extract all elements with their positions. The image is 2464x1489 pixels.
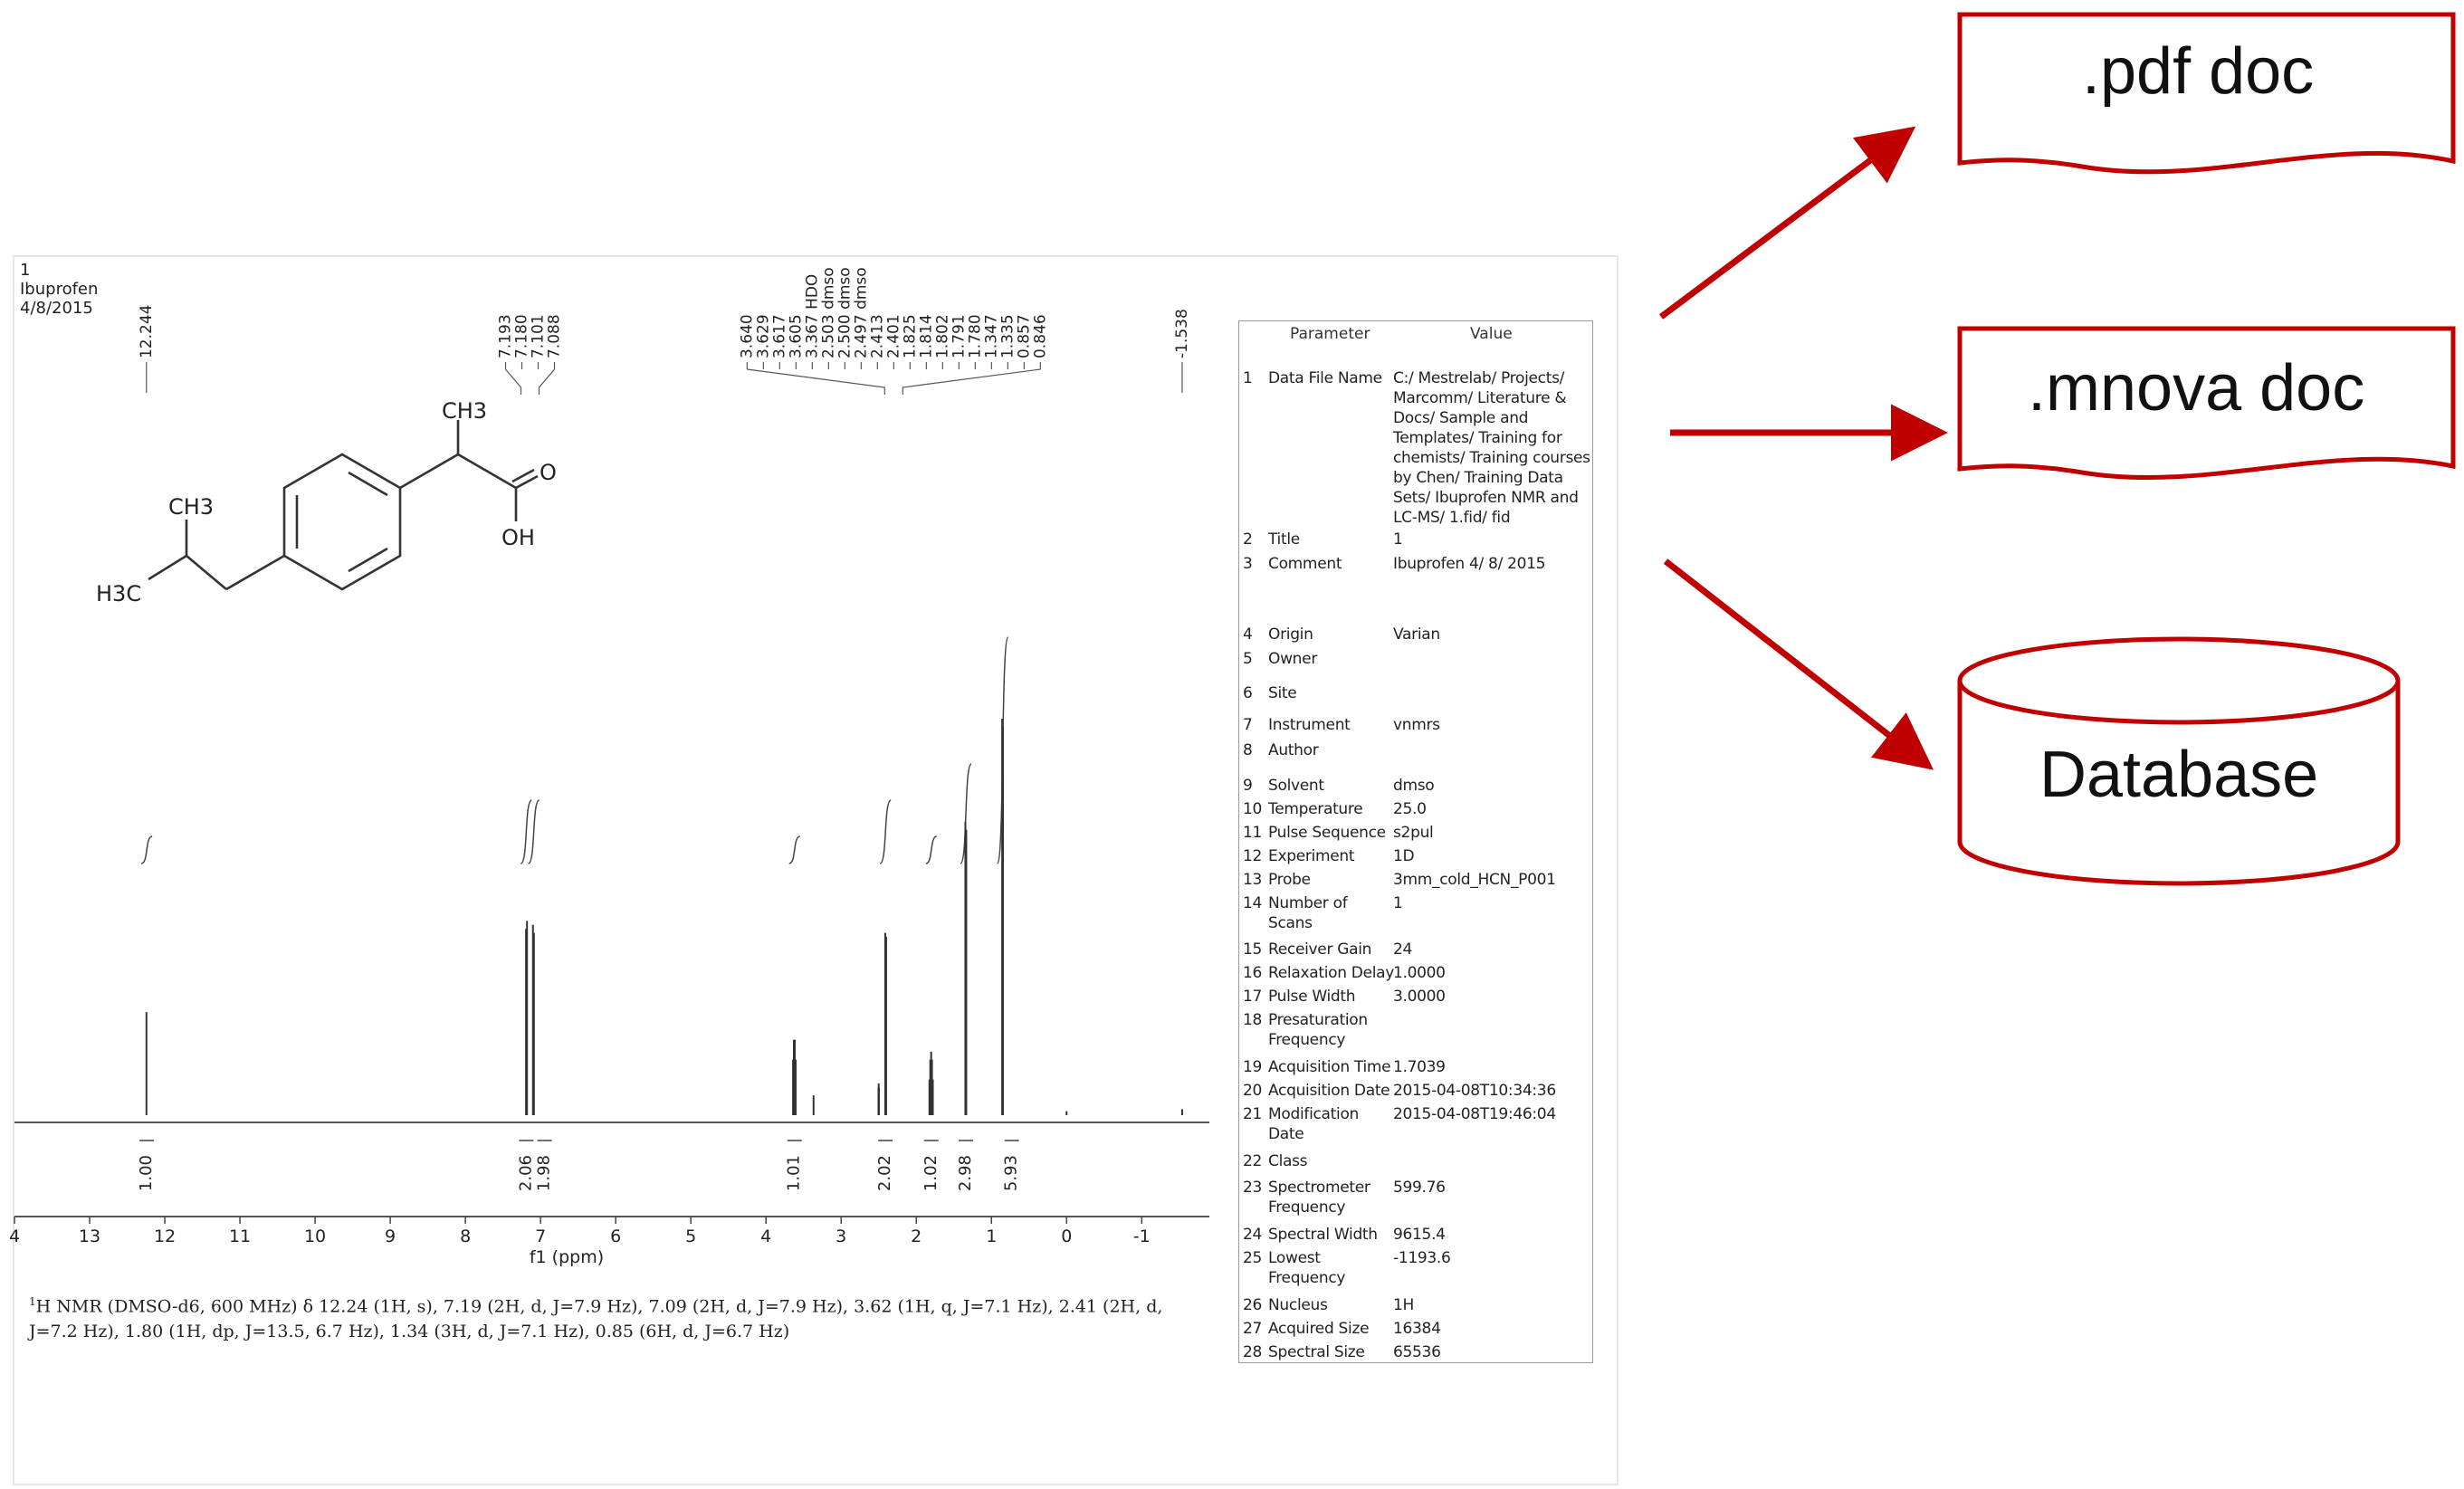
param-row-key: Acquisition Time bbox=[1268, 1058, 1391, 1076]
x-tick-label: 10 bbox=[303, 1227, 327, 1246]
peak-label: 7.101 bbox=[529, 314, 548, 358]
peak-label: 1.791 bbox=[950, 314, 969, 358]
integral-value: 1.98 bbox=[534, 1155, 554, 1192]
peak-label: 7.180 bbox=[512, 314, 531, 358]
param-row-key: Relaxation Delay bbox=[1268, 964, 1395, 982]
integral-value: 1.01 bbox=[784, 1155, 804, 1192]
param-row-key: Pulse Width bbox=[1268, 988, 1356, 1006]
x-tick-label: 5 bbox=[685, 1227, 697, 1246]
peak-label: 3.367 HDO bbox=[803, 273, 822, 358]
param-row-key: Comment bbox=[1268, 555, 1342, 573]
param-row-key: Spectral Width bbox=[1268, 1226, 1378, 1244]
param-row-number: 28 bbox=[1243, 1343, 1263, 1361]
param-row-number: 1 bbox=[1243, 369, 1253, 387]
param-row-key: Solvent bbox=[1268, 777, 1324, 795]
param-row-key: Owner bbox=[1268, 650, 1318, 668]
param-row-key: Nucleus bbox=[1268, 1296, 1328, 1314]
param-row-number: 7 bbox=[1243, 716, 1253, 734]
param-column-header: Parameter bbox=[1290, 325, 1370, 343]
param-row-number: 15 bbox=[1243, 940, 1263, 959]
param-row-key: Presaturation Frequency bbox=[1268, 1011, 1368, 1049]
x-tick-label: 13 bbox=[78, 1227, 101, 1246]
param-row-number: 3 bbox=[1243, 555, 1253, 573]
param-row-number: 6 bbox=[1243, 684, 1253, 702]
param-row-number: 16 bbox=[1243, 964, 1263, 982]
param-row-key: Instrument bbox=[1268, 716, 1351, 734]
header-line-2: Ibuprofen bbox=[20, 280, 99, 299]
param-row-value: 599.76 bbox=[1393, 1179, 1446, 1197]
header-line-3: 4/8/2015 bbox=[20, 299, 93, 318]
param-row-value: 2015-04-08T10:34:36 bbox=[1393, 1082, 1556, 1100]
integral-value: 5.93 bbox=[1001, 1155, 1021, 1192]
param-row-key: Lowest Frequency bbox=[1268, 1249, 1346, 1287]
param-row-key: Title bbox=[1268, 530, 1300, 549]
param-row-value: C:/ Mestrelab/ Projects/ Marcomm/ Literature & Docs/ Sample and Templates/ Training for chemists/ Training courses by Chen/ Training Data Sets/ Ibuprofen NMR and LC-MS/ 1.fid/ fid bbox=[1393, 369, 1590, 527]
param-row-number: 9 bbox=[1243, 777, 1253, 795]
integral-value: 1.02 bbox=[921, 1155, 941, 1192]
arrow-to-database bbox=[1666, 561, 1924, 762]
x-tick-label: 0 bbox=[1061, 1227, 1073, 1246]
param-row-value: -1193.6 bbox=[1393, 1249, 1451, 1267]
ch3-top-label: CH3 bbox=[442, 398, 488, 424]
param-row-key: Spectrometer Frequency bbox=[1268, 1179, 1370, 1217]
param-row-key: Acquisition Date bbox=[1268, 1082, 1390, 1100]
param-row-number: 19 bbox=[1243, 1058, 1263, 1076]
header-line-1: 1 bbox=[20, 261, 31, 280]
peak-label: 1.814 bbox=[917, 314, 936, 358]
param-row-number: 18 bbox=[1243, 1011, 1263, 1029]
peak-label: 2.413 bbox=[868, 314, 887, 358]
x-tick-label: 4 bbox=[8, 1227, 21, 1246]
param-row-key: Probe bbox=[1268, 871, 1311, 889]
mnova-doc-label: .mnova doc bbox=[2028, 352, 2365, 425]
param-row-value: Ibuprofen 4/ 8/ 2015 bbox=[1393, 555, 1546, 573]
param-row-number: 8 bbox=[1243, 741, 1253, 759]
x-tick-label: 2 bbox=[911, 1227, 922, 1246]
pdf-doc-label: .pdf doc bbox=[2082, 35, 2315, 108]
param-row-number: 26 bbox=[1243, 1296, 1263, 1314]
value-column-header: Value bbox=[1470, 325, 1513, 343]
peak-label: 0.857 bbox=[1015, 314, 1034, 358]
param-row-key: Temperature bbox=[1268, 800, 1363, 818]
param-row-value: 1 bbox=[1393, 530, 1403, 549]
x-tick-label: 8 bbox=[460, 1227, 472, 1246]
param-row-value: 1.7039 bbox=[1393, 1058, 1446, 1076]
param-row-value: 1 bbox=[1393, 894, 1403, 912]
param-row-number: 4 bbox=[1243, 625, 1253, 644]
param-row-number: 14 bbox=[1243, 894, 1263, 912]
param-row-key: Modification Date bbox=[1268, 1105, 1360, 1143]
param-row-number: 25 bbox=[1243, 1249, 1263, 1267]
o-label: O bbox=[540, 460, 557, 485]
param-row-value: 3mm_cold_HCN_P001 bbox=[1393, 871, 1556, 889]
peak-label: 7.193 bbox=[496, 314, 515, 358]
database-top bbox=[1960, 639, 2398, 722]
peak-label: 1.802 bbox=[933, 314, 952, 358]
peak-label: 2.401 bbox=[884, 314, 903, 358]
param-row-key: Acquired Size bbox=[1268, 1320, 1370, 1338]
param-row-key: Number of Scans bbox=[1268, 894, 1348, 932]
param-row-number: 13 bbox=[1243, 871, 1263, 889]
param-row-value: 24 bbox=[1393, 940, 1413, 959]
peak-label: 3.617 bbox=[770, 314, 789, 358]
param-row-value: 1.0000 bbox=[1393, 964, 1446, 982]
x-tick-label: 1 bbox=[986, 1227, 998, 1246]
param-row-number: 24 bbox=[1243, 1226, 1263, 1244]
caption-superscript: 1 bbox=[29, 1295, 36, 1308]
peak-label: -1.538 bbox=[1172, 309, 1191, 358]
param-row-value: 16384 bbox=[1393, 1320, 1441, 1338]
peak-label: 2.503 dmso bbox=[819, 267, 838, 358]
param-row-value: 65536 bbox=[1393, 1343, 1441, 1361]
x-tick-label: 4 bbox=[760, 1227, 772, 1246]
peak-label: 3.605 bbox=[787, 314, 806, 358]
param-row-number: 20 bbox=[1243, 1082, 1263, 1100]
param-row-value: 3.0000 bbox=[1393, 988, 1446, 1006]
x-tick-label: 6 bbox=[610, 1227, 622, 1246]
oh-label: OH bbox=[501, 525, 535, 550]
integral-value: 2.06 bbox=[516, 1155, 536, 1192]
param-row-number: 11 bbox=[1243, 824, 1263, 842]
param-row-number: 21 bbox=[1243, 1105, 1263, 1123]
h3c-label: H3C bbox=[96, 581, 142, 606]
param-row-value: s2pul bbox=[1393, 824, 1434, 842]
param-row-number: 27 bbox=[1243, 1320, 1263, 1338]
peak-label: 7.088 bbox=[545, 314, 564, 358]
peak-label: 3.640 bbox=[738, 314, 757, 358]
param-row-key: Class bbox=[1268, 1152, 1308, 1170]
param-row-value: 25.0 bbox=[1393, 800, 1427, 818]
peak-label: 2.497 dmso bbox=[852, 267, 871, 358]
param-row-number: 10 bbox=[1243, 800, 1263, 818]
x-tick-label: 9 bbox=[385, 1227, 396, 1246]
param-row-number: 5 bbox=[1243, 650, 1253, 668]
integral-value: 2.02 bbox=[875, 1155, 895, 1192]
x-tick-label: 3 bbox=[836, 1227, 847, 1246]
param-row-key: Data File Name bbox=[1268, 369, 1382, 387]
param-row-value: 1D bbox=[1393, 847, 1415, 865]
param-row-number: 2 bbox=[1243, 530, 1253, 549]
param-row-number: 22 bbox=[1243, 1152, 1263, 1170]
x-tick-label: -1 bbox=[1132, 1227, 1151, 1246]
param-row-value: vnmrs bbox=[1393, 716, 1440, 734]
caption-text: H NMR (DMSO-d6, 600 MHz) δ 12.24 (1H, s), 7.19 (2H, d, J=7.9 Hz), 7.09 (2H, d, J=7.9 Hz), 3.62 (1H, q, J=7.1 Hz), 2.41 (2H, d, J=7.2 Hz), 1.80 (1H, dp, J=13.5, 6.7 Hz), 1.34 (3H, d, J=7.1 Hz), 0.85 (6H, d, J=6.7 Hz) bbox=[29, 1296, 1163, 1342]
param-row-number: 12 bbox=[1243, 847, 1263, 865]
peak-label: 3.629 bbox=[754, 314, 773, 358]
param-row-value: 1H bbox=[1393, 1296, 1414, 1314]
ch3-left-label: CH3 bbox=[168, 494, 215, 520]
param-row-value: 9615.4 bbox=[1393, 1226, 1446, 1244]
peak-label: 12.244 bbox=[137, 304, 156, 358]
x-axis-label: f1 (ppm) bbox=[529, 1247, 605, 1267]
param-row-value: Varian bbox=[1393, 625, 1440, 644]
param-row-number: 17 bbox=[1243, 988, 1263, 1006]
param-row-key: Site bbox=[1268, 684, 1297, 702]
peak-label: 1.780 bbox=[966, 314, 985, 358]
param-row-number: 23 bbox=[1243, 1179, 1263, 1197]
param-row-value: dmso bbox=[1393, 777, 1435, 795]
param-row-value: 2015-04-08T19:46:04 bbox=[1393, 1105, 1556, 1123]
param-row-key: Experiment bbox=[1268, 847, 1355, 865]
peak-label: 1.335 bbox=[998, 314, 1017, 358]
x-tick-label: 7 bbox=[535, 1227, 547, 1246]
arrow-to-pdf bbox=[1661, 134, 1905, 317]
x-tick-label: 11 bbox=[228, 1227, 252, 1246]
database-label: Database bbox=[2039, 739, 2319, 811]
param-row-key: Author bbox=[1268, 741, 1319, 759]
peak-label: 2.500 dmso bbox=[836, 267, 855, 358]
integral-value: 2.98 bbox=[956, 1155, 976, 1192]
param-row-key: Spectral Size bbox=[1268, 1343, 1365, 1361]
peak-label: 1.347 bbox=[982, 314, 1001, 358]
x-tick-label: 12 bbox=[153, 1227, 177, 1246]
param-row-key: Receiver Gain bbox=[1268, 940, 1372, 959]
param-row-key: Origin bbox=[1268, 625, 1313, 644]
integral-value: 1.00 bbox=[137, 1155, 157, 1192]
peak-label: 0.846 bbox=[1031, 314, 1050, 358]
peak-label: 1.825 bbox=[901, 314, 920, 358]
param-row-key: Pulse Sequence bbox=[1268, 824, 1386, 842]
